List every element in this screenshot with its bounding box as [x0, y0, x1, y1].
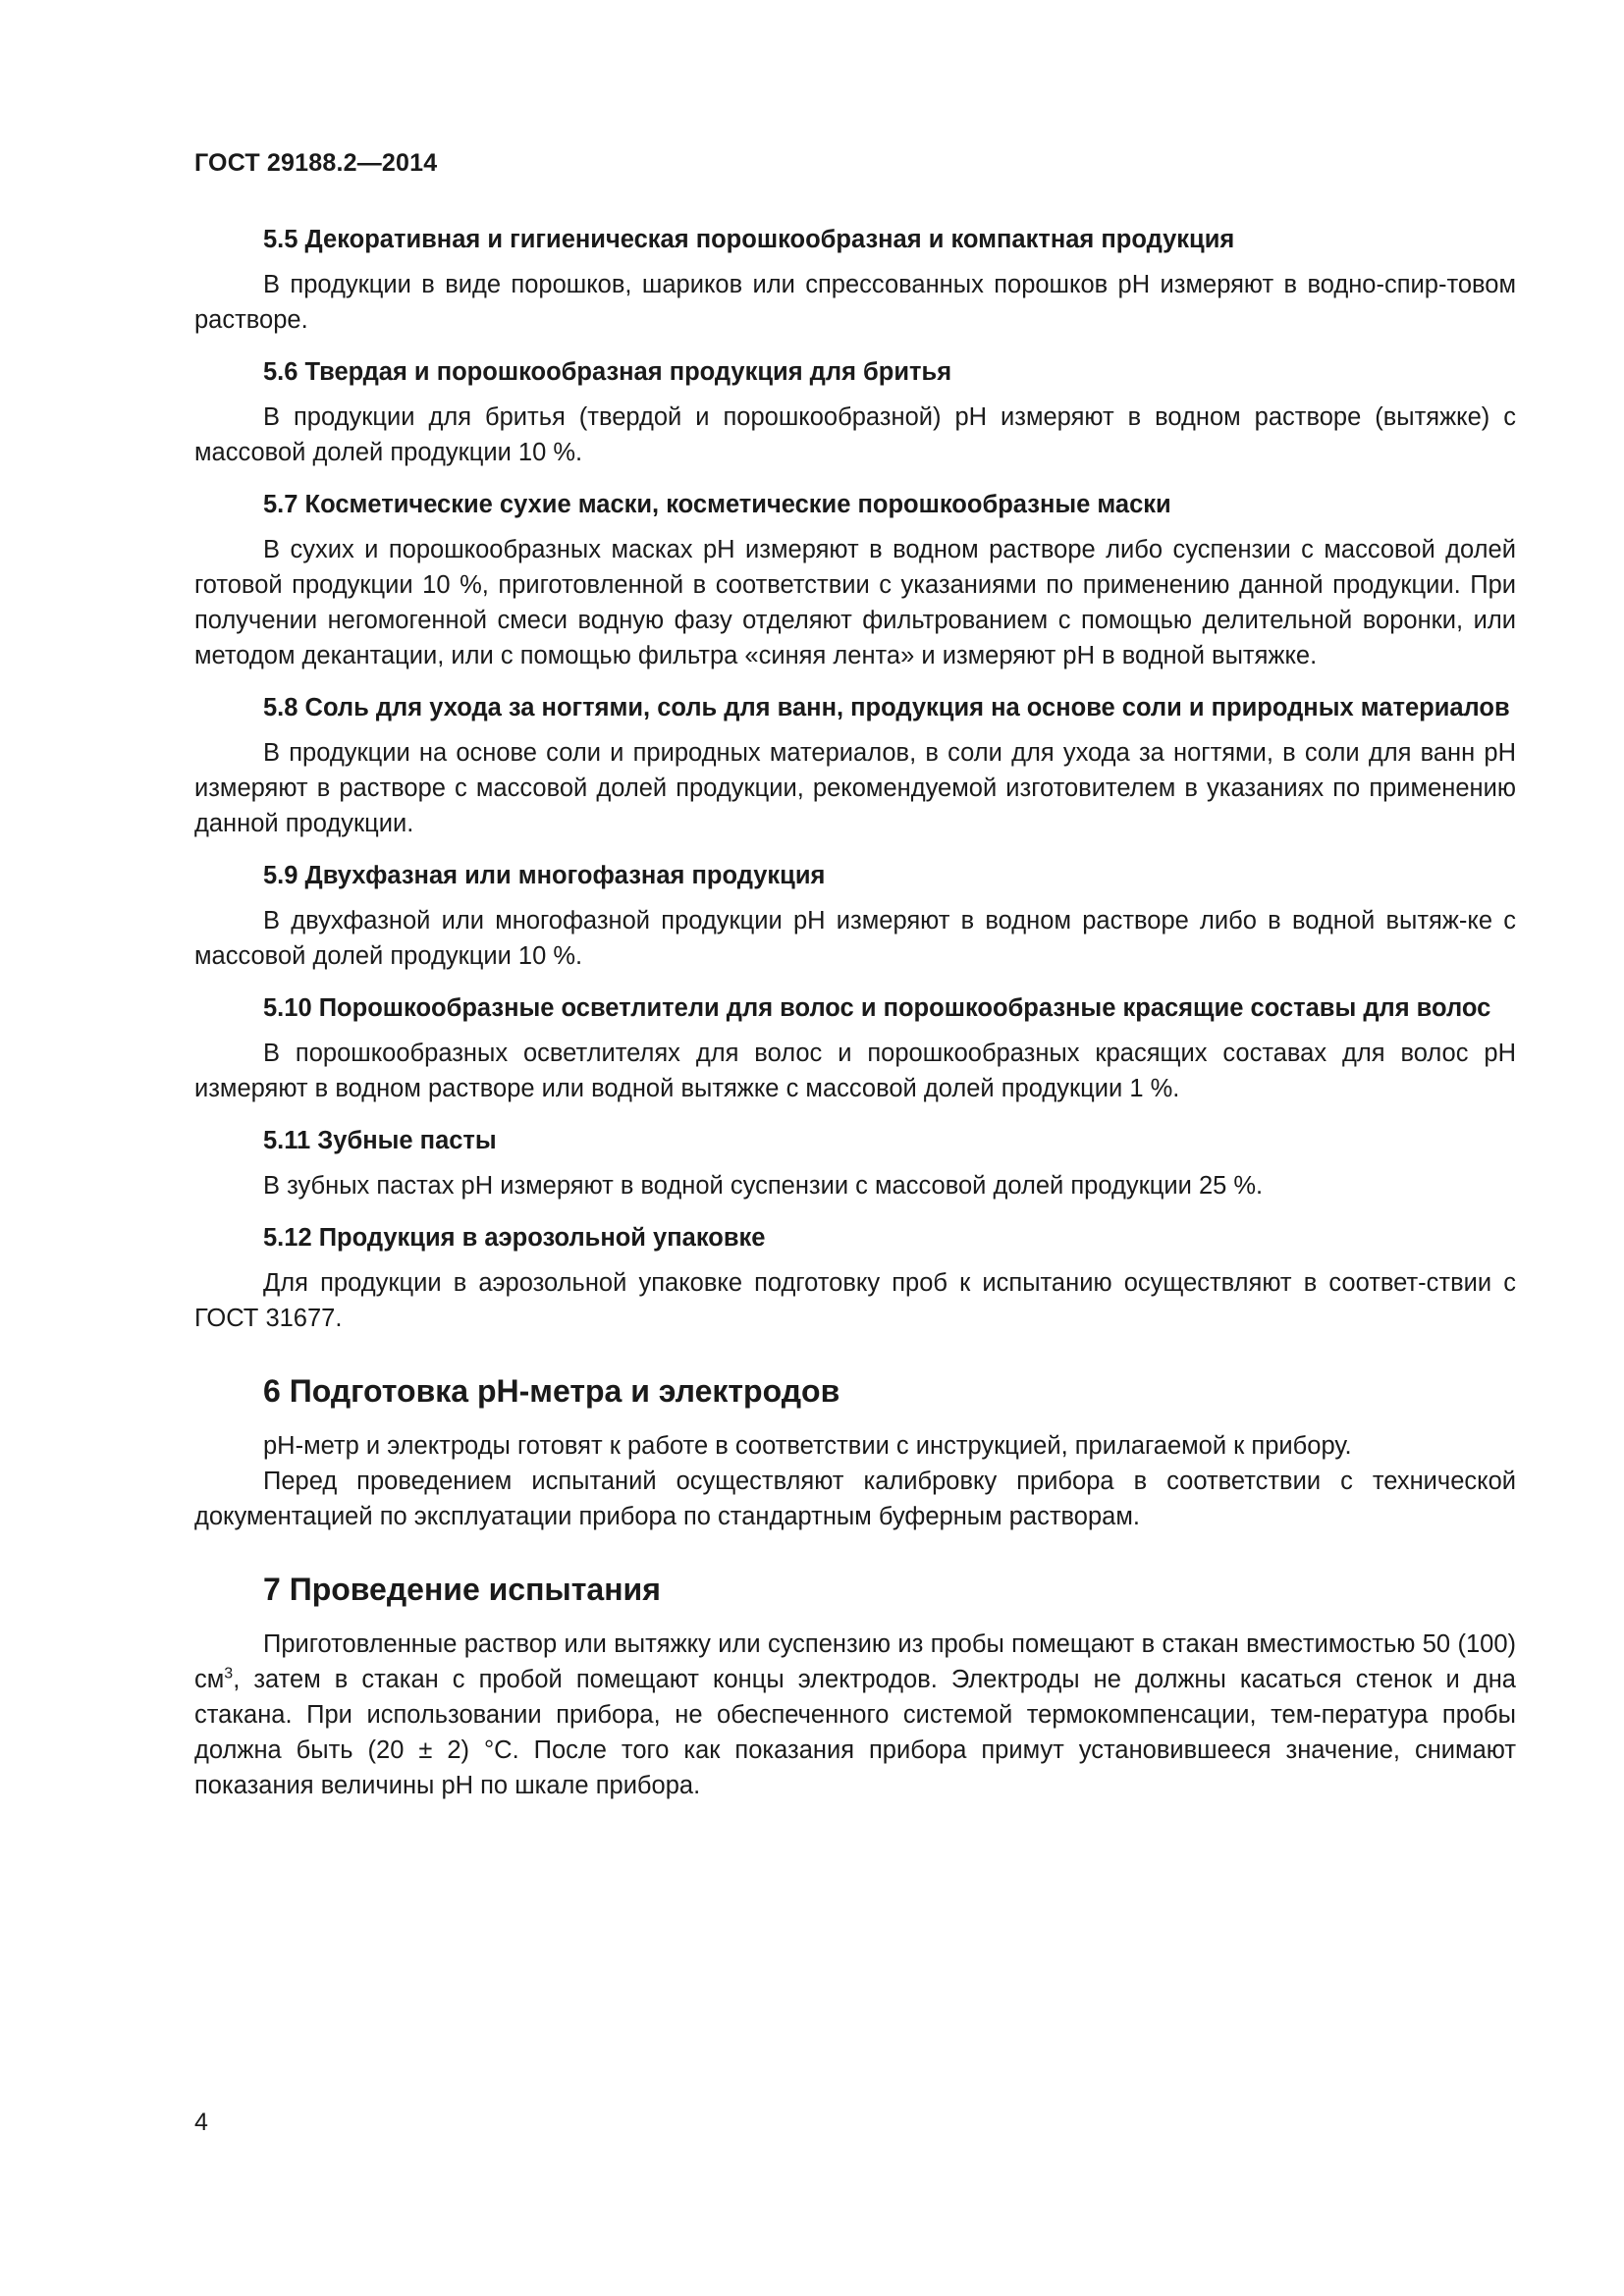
section-5-8 — [194, 690, 1516, 841]
section-paragraph — [194, 1627, 1516, 1803]
section-5-5 — [194, 222, 1516, 338]
paragraph-text: , затем в стакан с пробой помещают концы электродов. Электроды не должны касаться стенок и дна стакана. При использовании прибора, не обеспеченного системой термокомпенсации, тем-пература пробы должна быть (20 ± 2) °С. После того как показания прибора примут установившееся значение, снимают показания величины pH по шкале прибора. — [194, 1666, 1516, 1799]
section-5-11 — [194, 1123, 1516, 1203]
section-heading: 7 Проведение испытания — [263, 1572, 661, 1607]
section-5-10 — [194, 990, 1516, 1106]
section-heading: 6 Подготовка pH-метра и электродов — [263, 1373, 840, 1409]
section-5-6 — [194, 354, 1516, 470]
section-5-9 — [194, 858, 1516, 974]
section-7 — [194, 1570, 1516, 1803]
section-heading: 5.5 Декоративная и гигиеническая порошкообразная и компактная продукция — [263, 226, 1235, 253]
section-paragraph: В порошкообразных осветлителях для волос и порошкообразных красящих составах для волос pH измеряют в водном растворе или водной вытяжке с массовой долей продукции 1 %. — [194, 1040, 1516, 1102]
section-5-7 — [194, 487, 1516, 673]
page-number: 4 — [194, 2109, 208, 2136]
paragraph-text: Приготовленные раствор или вытяжку или суспензию из пробы помещают в стакан вместимостью 50 (100) см — [194, 1630, 1516, 1693]
section-heading: 5.6 Твердая и порошкообразная продукция для бритья — [263, 358, 952, 386]
section-paragraph: В двухфазной или многофазной продукции pH измеряют в водном растворе либо в водной вытяж-ке с массовой долей продукции 10 %. — [194, 907, 1516, 970]
section-heading: 5.10 Порошкообразные осветлители для волос и порошкообразные красящие составы для волос — [263, 994, 1491, 1022]
superscript: 3 — [224, 1665, 234, 1682]
section-paragraph: В сухих и порошкообразных масках pH измеряют в водном растворе либо суспензии с массовой долей готовой продукции 10 %, приготовленной в соответствии с указаниями по применению данной продукции. При получении негомогенной смеси водную фазу отделяют фильтрованием с помощью делительной воронки, или методом декантации, или с помощью фильтра «синяя лента» и измеряют pH в водной вытяжке. — [194, 536, 1516, 669]
section-5-12 — [194, 1220, 1516, 1336]
section-heading: 5.12 Продукция в аэрозольной упаковке — [263, 1224, 766, 1252]
section-paragraph: В зубных пастах pH измеряют в водной суспензии с массовой долей продукции 25 %. — [263, 1172, 1264, 1200]
section-paragraph: Перед проведением испытаний осуществляют калибровку прибора в соответствии с технической документацией по эксплуатации прибора по стандартным буферным растворам. — [194, 1468, 1516, 1530]
document-id-header: ГОСТ 29188.2—2014 — [194, 149, 438, 177]
section-paragraph: В продукции в виде порошков, шариков или спрессованных порошков pH измеряют в водно-спир-товом растворе. — [194, 271, 1516, 334]
section-paragraph: В продукции для бритья (твердой и порошкообразной) pH измеряют в водном растворе (вытяжке) с массовой долей продукции 10 %. — [194, 403, 1516, 466]
section-heading: 5.8 Соль для ухода за ногтями, соль для ванн, продукция на основе соли и природных материалов — [263, 694, 1510, 721]
section-6 — [194, 1371, 1516, 1534]
section-paragraph: pH-метр и электроды готовят к работе в соответствии с инструкцией, прилагаемой к прибору. — [263, 1432, 1352, 1460]
section-paragraph: Для продукции в аэрозольной упаковке подготовку проб к испытанию осуществляют в соответ-ствии с ГОСТ 31677. — [194, 1269, 1516, 1332]
section-paragraph: В продукции на основе соли и природных материалов, в соли для ухода за ногтями, в соли для ванн pH измеряют в растворе с массовой долей продукции, рекомендуемой изготовителем в указаниях по применению данной продукции. — [194, 739, 1516, 837]
section-heading: 5.9 Двухфазная или многофазная продукция — [263, 862, 826, 889]
document-body — [194, 222, 1516, 1820]
section-heading: 5.11 Зубные пасты — [263, 1127, 497, 1154]
section-heading: 5.7 Косметические сухие маски, косметические порошкообразные маски — [263, 491, 1171, 518]
